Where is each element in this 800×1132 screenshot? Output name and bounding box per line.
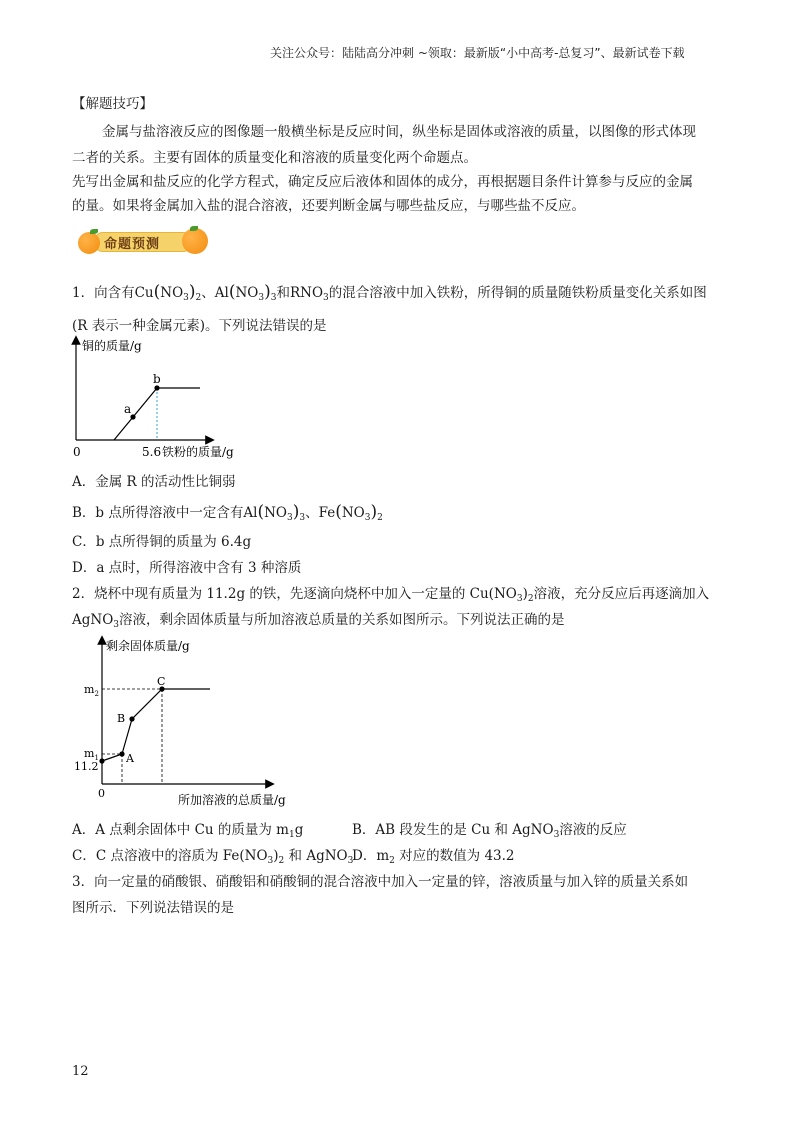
q2-optd-sub: 2 — [389, 856, 395, 866]
paren-open: ( — [153, 282, 161, 302]
q2-opta-a: A．A 点剩余固体中 Cu 的质量为 m — [72, 822, 289, 838]
q2-stem-l1-sub: 3 — [516, 594, 523, 604]
q1-stem-line2: (R 表示一种金属元素)。下列说法错误的是 — [72, 318, 327, 334]
tips-line-3: 先写出金属和盐反应的化学方程式，确定反应后液体和固体的成分，再根据题目条件计算参与反应的金属 — [72, 174, 693, 190]
q2-optc-sub3: 3 — [347, 856, 354, 866]
section-tag — [78, 226, 206, 256]
q2-point-B-label: B — [117, 712, 126, 725]
q2-optc-c: 和 AgNO — [284, 848, 348, 864]
section-tag-label: 命题预测 — [104, 237, 161, 252]
leaf-left-icon — [90, 229, 98, 234]
q1-optb-s1-inner: NO — [264, 505, 287, 521]
q1-optb-s1-sub-inner: 3 — [286, 513, 293, 523]
paren-open: ( — [228, 282, 236, 302]
paren-close: ) — [188, 282, 196, 302]
q2-point-A — [119, 751, 124, 756]
q2-origin-label: 0 — [98, 787, 105, 800]
q1-salt1-inner: NO — [160, 285, 184, 301]
q1-x-label: 铁粉的质量/g — [162, 445, 234, 459]
q2-x-label: 所加溶液的总质量/g — [178, 793, 286, 807]
q2-opta-sub: 1 — [289, 830, 295, 840]
q2-option-c[interactable] — [72, 846, 353, 871]
q1-option-a[interactable]: A．金属 R 的活动性比铜弱 — [72, 474, 236, 490]
tips-title: 【解题技巧】 — [72, 96, 153, 112]
q1-y-label: 铜的质量/g — [82, 339, 142, 353]
q1-stem — [72, 282, 707, 308]
q1-optb-s2: Fe — [318, 505, 336, 521]
q2-opta-b: g — [294, 822, 304, 838]
q2-stem-l2-sub: 3 — [113, 620, 120, 630]
q2-y-label: 剩余固体质量/g — [106, 639, 190, 653]
q2-optc-sub: 3 — [267, 856, 274, 866]
paren-open: ( — [257, 502, 265, 522]
q2-stem-line1 — [72, 584, 709, 609]
q2-y-start: 11.2 — [74, 760, 99, 773]
q2-stem-l2-b: 溶液，剩余固体质量与所加溶液总质量的关系如图所示。下列说法正确的是 — [119, 612, 565, 628]
q1-option-c[interactable]: C．b 点所得铜的质量为 6.4g — [72, 534, 252, 550]
paren-open: ( — [335, 502, 342, 522]
q1-point-b-label: b — [153, 372, 161, 386]
q2-point-A-label: A — [126, 752, 134, 765]
q1-optb-s2-sub-inner: 3 — [364, 513, 371, 523]
q1-origin-label: 0 — [73, 445, 81, 459]
page-header: 关注公众号：陆陆高分冲刺 ~领取：最新版“小中高考-总复习”、最新试卷下载 — [270, 46, 685, 60]
orange-right-icon — [182, 228, 208, 254]
q1-salt2-inner: NO — [235, 285, 259, 301]
tips-line-2: 二者的关系。主要有固体的质量变化和溶液的质量变化两个命题点。 — [72, 150, 477, 166]
q1-salt3: RNO — [289, 285, 324, 301]
paren-close: ) — [264, 282, 271, 302]
q2-point-B — [129, 716, 134, 721]
q2-stem-l1-tail: 溶液，充分反应后再逐滴加入 — [533, 586, 710, 602]
q2-chart — [70, 634, 300, 810]
q1-salt2-sub: 3 — [270, 293, 277, 303]
q1-option-d[interactable]: D．a 点时，所得溶液中含有 3 种溶质 — [72, 560, 302, 576]
paren-close: ) — [370, 502, 378, 522]
q2-optd-b: 对应的数值为 43.2 — [394, 848, 515, 864]
q1-salt2-sub-inner: 3 — [258, 293, 265, 303]
q2-optb-b: 溶液的反应 — [559, 822, 627, 838]
q1-sep: 、 — [201, 285, 215, 301]
q2-y-m2: $m_2$ — [84, 683, 99, 698]
q1-option-b[interactable] — [72, 502, 383, 528]
q2-stem-l1-end: ) — [522, 586, 528, 602]
q2-stem-l1-sub2: 2 — [527, 594, 534, 604]
page-number: 12 — [72, 1064, 89, 1079]
q2-y-m1: $m_1$ — [84, 747, 99, 762]
q2-optc-sub2: 2 — [278, 856, 285, 866]
q2-stem-l2-a: AgNO — [72, 612, 114, 628]
q2-option-d[interactable] — [352, 846, 515, 871]
q2-point-C-label: C — [157, 675, 166, 688]
q2-option-a[interactable] — [72, 820, 303, 845]
q3-stem-line2: 图所示．下列说法错误的是 — [72, 900, 234, 916]
paren-close: ) — [292, 502, 300, 522]
q1-optb-s1-sub: 3 — [299, 513, 306, 523]
q1-point-a-label: a — [124, 402, 132, 416]
tips-line-1: 金属与盐溶液反应的图像题一般横坐标是反应时间，纵坐标是固体或溶液的质量，以图像的形式体现 — [102, 124, 696, 140]
q1-salt3-sub: 3 — [323, 293, 329, 303]
q2-option-b[interactable] — [352, 820, 627, 845]
q1-optb-s1: Al — [243, 505, 258, 521]
q2-curve — [102, 689, 210, 761]
q1-salt2: Al — [214, 285, 229, 301]
q2-optc-b: ) — [273, 848, 279, 864]
tips-line-4: 的量。如果将金属加入盐的混合溶液，还要判断金属与哪些盐反应，与哪些盐不反应。 — [72, 198, 585, 214]
q1-stem-suffix: 的混合溶液中加入铁粉，所得铜的质量随铁粉质量变化关系如图 — [328, 285, 707, 301]
q2-optd-a: D．m — [352, 848, 390, 864]
q1-optb-prefix: B．b 点所得溶液中一定含有 — [72, 505, 244, 521]
q1-and: 和 — [276, 285, 290, 301]
q1-salt1-sub: 2 — [195, 293, 202, 303]
leaf-right-icon — [190, 226, 198, 231]
q2-stem-line2 — [72, 610, 565, 635]
q1-optb-s2-inner: NO — [341, 505, 365, 521]
q2-optb-sub: 3 — [553, 830, 560, 840]
q1-x-tick: 5.6 — [142, 445, 162, 459]
q1-optb-s2-sub: 2 — [377, 513, 383, 523]
q2-stem-l1: 2．烧杯中现有质量为 11.2g 的铁，先逐滴向烧杯中加入一定量的 Cu(NO — [72, 586, 517, 602]
q2-optc-a: C．C 点溶液中的溶质为 Fe(NO — [72, 848, 268, 864]
q1-point-b — [154, 385, 159, 390]
q1-optb-sep: 、 — [305, 505, 319, 521]
q3-stem-line1: 3．向一定量的硝酸银、硝酸铝和硝酸铜的混合溶液中加入一定量的锌，溶液质量与加入锌的质量关系如 — [72, 874, 689, 890]
q1-chart — [60, 332, 260, 462]
q1-stem-prefix: 1．向含有 — [72, 285, 135, 301]
q2-optb-a: B．AB 段发生的是 Cu 和 AgNO — [352, 822, 554, 838]
q1-salt1: Cu — [134, 285, 154, 301]
q2-start-point — [99, 758, 104, 763]
orange-left-icon — [78, 232, 100, 254]
q1-salt1-sub-inner: 3 — [183, 293, 189, 303]
q1-point-a — [130, 414, 135, 419]
